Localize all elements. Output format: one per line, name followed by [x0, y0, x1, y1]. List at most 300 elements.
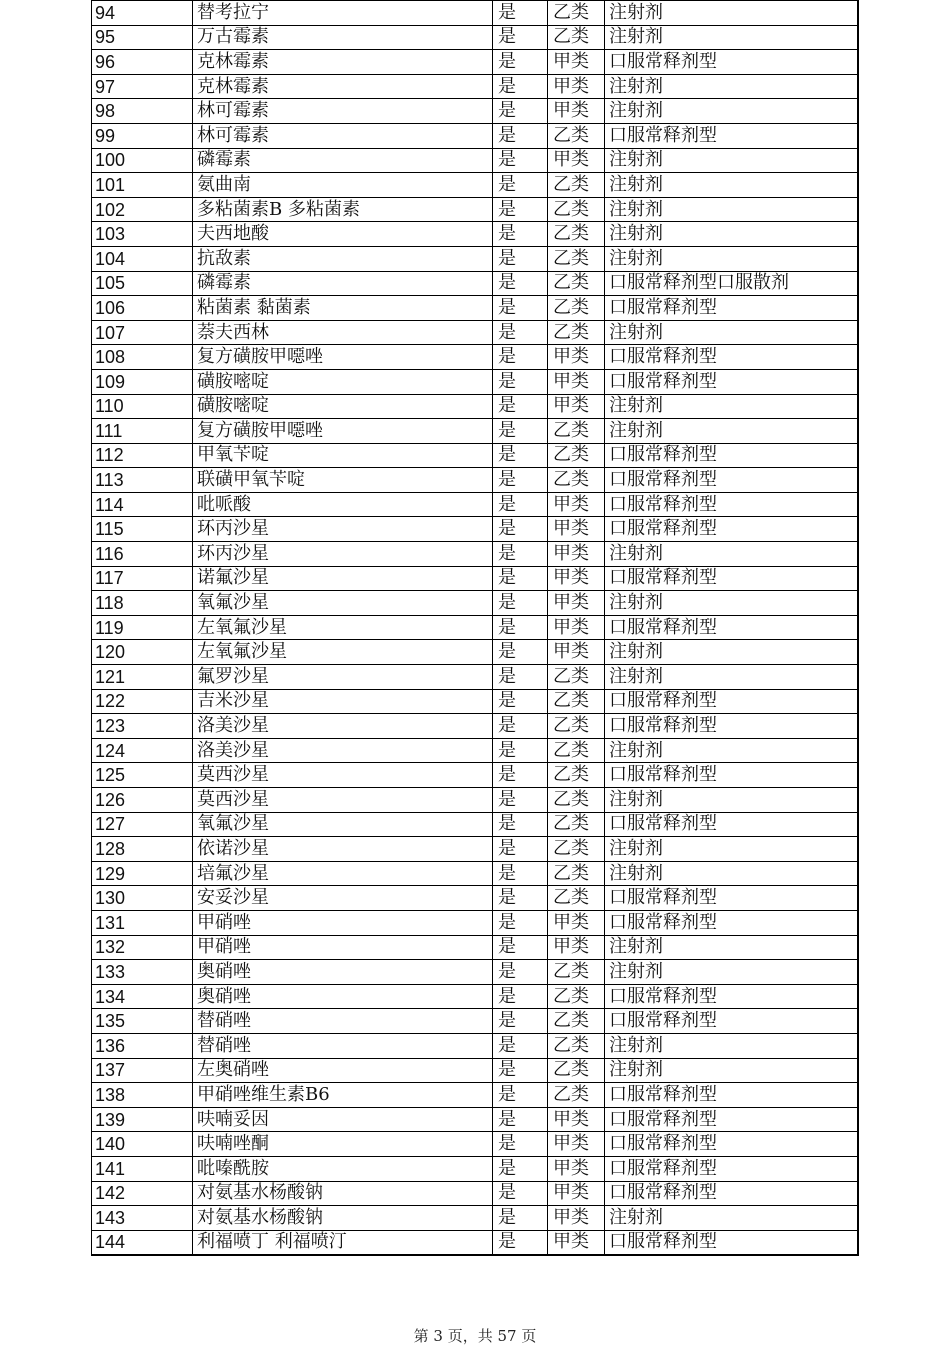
table-row — [92, 468, 858, 493]
drug-category-cell: 乙类 — [548, 861, 605, 886]
drug-name-cell: 甲硝唑维生素B6 — [193, 1083, 493, 1108]
drug-name-cell: 对氨基水杨酸钠 — [193, 1206, 493, 1231]
drug-category-cell: 乙类 — [548, 246, 605, 271]
row-number-cell: 115 — [92, 517, 193, 542]
row-number-cell: 112 — [92, 443, 193, 468]
insurance-flag-cell: 是 — [493, 74, 548, 99]
drug-name-cell: 林可霉素 — [193, 123, 493, 148]
table-row — [92, 296, 858, 321]
dosage-form-cell: 口服常释剂型 — [605, 1132, 858, 1157]
drug-name-cell: 复方磺胺甲噁唑 — [193, 345, 493, 370]
drug-name-cell: 替硝唑 — [193, 1033, 493, 1058]
table-row — [92, 615, 858, 640]
dosage-form-cell: 口服常释剂型 — [605, 1230, 858, 1255]
insurance-flag-cell: 是 — [493, 517, 548, 542]
drug-category-cell: 甲类 — [548, 369, 605, 394]
drug-category-cell: 乙类 — [548, 984, 605, 1009]
insurance-flag-cell: 是 — [493, 788, 548, 813]
dosage-form-cell: 注射剂 — [605, 1206, 858, 1231]
drug-category-cell: 乙类 — [548, 271, 605, 296]
drug-category-cell: 乙类 — [548, 665, 605, 690]
row-number-cell: 105 — [92, 271, 193, 296]
row-number-cell: 138 — [92, 1083, 193, 1108]
drug-name-cell: 依诺沙星 — [193, 837, 493, 862]
insurance-flag-cell: 是 — [493, 246, 548, 271]
table-row — [92, 148, 858, 173]
drug-name-cell: 磷霉素 — [193, 148, 493, 173]
table-row — [92, 419, 858, 444]
row-number-cell: 103 — [92, 222, 193, 247]
row-number-cell: 134 — [92, 984, 193, 1009]
insurance-flag-cell: 是 — [493, 984, 548, 1009]
table-row — [92, 173, 858, 198]
insurance-flag-cell: 是 — [493, 812, 548, 837]
dosage-form-cell: 口服常释剂型 — [605, 763, 858, 788]
row-number-cell: 108 — [92, 345, 193, 370]
insurance-flag-cell: 是 — [493, 25, 548, 50]
dosage-form-cell: 口服常释剂型 — [605, 566, 858, 591]
insurance-flag-cell: 是 — [493, 419, 548, 444]
row-number-cell: 113 — [92, 468, 193, 493]
insurance-flag-cell: 是 — [493, 886, 548, 911]
drug-name-cell: 粘菌素 黏菌素 — [193, 296, 493, 321]
dosage-form-cell: 口服常释剂型 — [605, 1083, 858, 1108]
table-row — [92, 271, 858, 296]
drug-category-cell: 乙类 — [548, 837, 605, 862]
insurance-flag-cell: 是 — [493, 1, 548, 26]
table-row — [92, 1156, 858, 1181]
row-number-cell: 102 — [92, 197, 193, 222]
row-number-cell: 143 — [92, 1206, 193, 1231]
drug-name-cell: 替硝唑 — [193, 1009, 493, 1034]
drug-category-cell: 甲类 — [548, 615, 605, 640]
row-number-cell: 106 — [92, 296, 193, 321]
dosage-form-cell: 口服常释剂型 — [605, 345, 858, 370]
drug-list-table — [91, 0, 859, 1256]
insurance-flag-cell: 是 — [493, 345, 548, 370]
dosage-form-cell: 口服常释剂型 — [605, 1181, 858, 1206]
insurance-flag-cell: 是 — [493, 861, 548, 886]
dosage-form-cell: 注射剂 — [605, 148, 858, 173]
table-row — [92, 665, 858, 690]
insurance-flag-cell: 是 — [493, 468, 548, 493]
dosage-form-cell: 口服常释剂型 — [605, 123, 858, 148]
drug-category-cell: 乙类 — [548, 197, 605, 222]
dosage-form-cell: 口服常释剂型 — [605, 1107, 858, 1132]
drug-name-cell: 吉米沙星 — [193, 689, 493, 714]
drug-name-cell: 洛美沙星 — [193, 738, 493, 763]
drug-name-cell: 莫西沙星 — [193, 788, 493, 813]
drug-category-cell: 乙类 — [548, 689, 605, 714]
table-row — [92, 861, 858, 886]
table-row — [92, 1132, 858, 1157]
row-number-cell: 133 — [92, 960, 193, 985]
table-row — [92, 345, 858, 370]
drug-category-cell: 乙类 — [548, 123, 605, 148]
dosage-form-cell: 注射剂 — [605, 837, 858, 862]
row-number-cell: 124 — [92, 738, 193, 763]
row-number-cell: 123 — [92, 714, 193, 739]
drug-category-cell: 乙类 — [548, 222, 605, 247]
insurance-flag-cell: 是 — [493, 1033, 548, 1058]
drug-category-cell: 甲类 — [548, 99, 605, 124]
row-number-cell: 109 — [92, 369, 193, 394]
dosage-form-cell: 注射剂 — [605, 640, 858, 665]
row-number-cell: 132 — [92, 935, 193, 960]
row-number-cell: 140 — [92, 1132, 193, 1157]
insurance-flag-cell: 是 — [493, 566, 548, 591]
dosage-form-cell: 注射剂 — [605, 320, 858, 345]
table-row — [92, 1, 858, 26]
dosage-form-cell: 注射剂 — [605, 1058, 858, 1083]
dosage-form-cell: 注射剂 — [605, 173, 858, 198]
drug-category-cell: 乙类 — [548, 173, 605, 198]
insurance-flag-cell: 是 — [493, 837, 548, 862]
drug-category-cell: 乙类 — [548, 960, 605, 985]
table-row — [92, 910, 858, 935]
row-number-cell: 137 — [92, 1058, 193, 1083]
insurance-flag-cell: 是 — [493, 689, 548, 714]
insurance-flag-cell: 是 — [493, 1058, 548, 1083]
table-row — [92, 50, 858, 75]
table-row — [92, 246, 858, 271]
drug-category-cell: 甲类 — [548, 148, 605, 173]
insurance-flag-cell: 是 — [493, 1009, 548, 1034]
insurance-flag-cell: 是 — [493, 123, 548, 148]
table-row — [92, 1181, 858, 1206]
dosage-form-cell: 注射剂 — [605, 25, 858, 50]
dosage-form-cell: 注射剂 — [605, 788, 858, 813]
drug-name-cell: 左氧氟沙星 — [193, 640, 493, 665]
drug-category-cell: 乙类 — [548, 763, 605, 788]
insurance-flag-cell: 是 — [493, 296, 548, 321]
dosage-form-cell: 口服常释剂型 — [605, 615, 858, 640]
drug-category-cell: 甲类 — [548, 492, 605, 517]
dosage-form-cell: 口服常释剂型 — [605, 468, 858, 493]
table-row — [92, 394, 858, 419]
drug-category-cell: 甲类 — [548, 640, 605, 665]
drug-name-cell: 克林霉素 — [193, 74, 493, 99]
insurance-flag-cell: 是 — [493, 738, 548, 763]
drug-category-cell: 甲类 — [548, 50, 605, 75]
drug-name-cell: 磺胺嘧啶 — [193, 369, 493, 394]
drug-name-cell: 氧氟沙星 — [193, 812, 493, 837]
dosage-form-cell: 注射剂 — [605, 935, 858, 960]
dosage-form-cell: 口服常释剂型 — [605, 443, 858, 468]
drug-name-cell: 氧氟沙星 — [193, 591, 493, 616]
drug-name-cell: 吡嗪酰胺 — [193, 1156, 493, 1181]
table-row — [92, 1033, 858, 1058]
table-row — [92, 1206, 858, 1231]
drug-name-cell: 夫西地酸 — [193, 222, 493, 247]
drug-category-cell: 乙类 — [548, 1, 605, 26]
row-number-cell: 126 — [92, 788, 193, 813]
dosage-form-cell: 口服常释剂型 — [605, 714, 858, 739]
drug-name-cell: 甲硝唑 — [193, 910, 493, 935]
insurance-flag-cell: 是 — [493, 394, 548, 419]
insurance-flag-cell: 是 — [493, 615, 548, 640]
insurance-flag-cell: 是 — [493, 492, 548, 517]
drug-category-cell: 甲类 — [548, 1181, 605, 1206]
drug-category-cell: 乙类 — [548, 1009, 605, 1034]
row-number-cell: 131 — [92, 910, 193, 935]
drug-name-cell: 环丙沙星 — [193, 542, 493, 567]
insurance-flag-cell: 是 — [493, 1156, 548, 1181]
table-row — [92, 763, 858, 788]
insurance-flag-cell: 是 — [493, 714, 548, 739]
table-row — [92, 123, 858, 148]
drug-category-cell: 甲类 — [548, 394, 605, 419]
row-number-cell: 128 — [92, 837, 193, 862]
insurance-flag-cell: 是 — [493, 1206, 548, 1231]
drug-category-cell: 甲类 — [548, 542, 605, 567]
table-row — [92, 369, 858, 394]
drug-category-cell: 乙类 — [548, 468, 605, 493]
insurance-flag-cell: 是 — [493, 910, 548, 935]
row-number-cell: 97 — [92, 74, 193, 99]
drug-category-cell: 乙类 — [548, 714, 605, 739]
row-number-cell: 116 — [92, 542, 193, 567]
row-number-cell: 119 — [92, 615, 193, 640]
drug-name-cell: 左奥硝唑 — [193, 1058, 493, 1083]
row-number-cell: 129 — [92, 861, 193, 886]
dosage-form-cell: 口服常释剂型 — [605, 296, 858, 321]
drug-category-cell: 乙类 — [548, 320, 605, 345]
drug-name-cell: 甲硝唑 — [193, 935, 493, 960]
row-number-cell: 110 — [92, 394, 193, 419]
dosage-form-cell: 口服常释剂型 — [605, 369, 858, 394]
dosage-form-cell: 注射剂 — [605, 591, 858, 616]
dosage-form-cell: 口服常释剂型 — [605, 689, 858, 714]
table-row — [92, 1083, 858, 1108]
drug-name-cell: 呋喃唑酮 — [193, 1132, 493, 1157]
row-number-cell: 141 — [92, 1156, 193, 1181]
insurance-flag-cell: 是 — [493, 665, 548, 690]
dosage-form-cell: 口服常释剂型 — [605, 812, 858, 837]
table-row — [92, 542, 858, 567]
row-number-cell: 121 — [92, 665, 193, 690]
drug-name-cell: 氟罗沙星 — [193, 665, 493, 690]
row-number-cell: 107 — [92, 320, 193, 345]
drug-category-cell: 乙类 — [548, 25, 605, 50]
table-body — [92, 1, 858, 1256]
drug-category-cell: 乙类 — [548, 812, 605, 837]
row-number-cell: 130 — [92, 886, 193, 911]
drug-name-cell: 万古霉素 — [193, 25, 493, 50]
table-row — [92, 935, 858, 960]
table-row — [92, 640, 858, 665]
insurance-flag-cell: 是 — [493, 935, 548, 960]
row-number-cell: 135 — [92, 1009, 193, 1034]
table-row — [92, 1230, 858, 1255]
drug-category-cell: 甲类 — [548, 1156, 605, 1181]
dosage-form-cell: 注射剂 — [605, 542, 858, 567]
drug-name-cell: 克林霉素 — [193, 50, 493, 75]
dosage-form-cell: 注射剂 — [605, 394, 858, 419]
table-row — [92, 788, 858, 813]
table-row — [92, 74, 858, 99]
insurance-flag-cell: 是 — [493, 960, 548, 985]
insurance-flag-cell: 是 — [493, 443, 548, 468]
dosage-form-cell: 注射剂 — [605, 99, 858, 124]
row-number-cell: 117 — [92, 566, 193, 591]
dosage-form-cell: 口服常释剂型 — [605, 492, 858, 517]
row-number-cell: 104 — [92, 246, 193, 271]
drug-name-cell: 诺氟沙星 — [193, 566, 493, 591]
dosage-form-cell: 注射剂 — [605, 861, 858, 886]
table-row — [92, 25, 858, 50]
drug-category-cell: 甲类 — [548, 345, 605, 370]
page-footer: 第 3 页，共 57 页 — [413, 1327, 537, 1345]
table-row — [92, 960, 858, 985]
dosage-form-cell: 注射剂 — [605, 665, 858, 690]
dosage-form-cell: 注射剂 — [605, 1, 858, 26]
drug-category-cell: 乙类 — [548, 788, 605, 813]
insurance-flag-cell: 是 — [493, 591, 548, 616]
drug-name-cell: 多粘菌素B 多粘菌素 — [193, 197, 493, 222]
drug-category-cell: 甲类 — [548, 591, 605, 616]
drug-name-cell: 环丙沙星 — [193, 517, 493, 542]
table-row — [92, 222, 858, 247]
row-number-cell: 144 — [92, 1230, 193, 1255]
row-number-cell: 101 — [92, 173, 193, 198]
drug-name-cell: 奥硝唑 — [193, 984, 493, 1009]
insurance-flag-cell: 是 — [493, 148, 548, 173]
drug-name-cell: 左氧氟沙星 — [193, 615, 493, 640]
drug-name-cell: 林可霉素 — [193, 99, 493, 124]
drug-name-cell: 复方磺胺甲噁唑 — [193, 419, 493, 444]
drug-category-cell: 甲类 — [548, 1107, 605, 1132]
insurance-flag-cell: 是 — [493, 50, 548, 75]
drug-category-cell: 乙类 — [548, 1083, 605, 1108]
drug-name-cell: 培氟沙星 — [193, 861, 493, 886]
row-number-cell: 111 — [92, 419, 193, 444]
table-row — [92, 886, 858, 911]
dosage-form-cell: 口服常释剂型 — [605, 984, 858, 1009]
dosage-form-cell: 注射剂 — [605, 222, 858, 247]
drug-category-cell: 乙类 — [548, 738, 605, 763]
insurance-flag-cell: 是 — [493, 1107, 548, 1132]
row-number-cell: 122 — [92, 689, 193, 714]
table-row — [92, 443, 858, 468]
dosage-form-cell: 口服常释剂型 — [605, 910, 858, 935]
drug-name-cell: 磺胺嘧啶 — [193, 394, 493, 419]
row-number-cell: 125 — [92, 763, 193, 788]
insurance-flag-cell: 是 — [493, 197, 548, 222]
insurance-flag-cell: 是 — [493, 99, 548, 124]
drug-name-cell: 抗敌素 — [193, 246, 493, 271]
row-number-cell: 114 — [92, 492, 193, 517]
drug-name-cell: 甲氧苄啶 — [193, 443, 493, 468]
table-row — [92, 714, 858, 739]
dosage-form-cell: 注射剂 — [605, 74, 858, 99]
row-number-cell: 142 — [92, 1181, 193, 1206]
drug-category-cell: 甲类 — [548, 566, 605, 591]
drug-name-cell: 利福喷丁 利福喷汀 — [193, 1230, 493, 1255]
row-number-cell: 99 — [92, 123, 193, 148]
table-row — [92, 99, 858, 124]
insurance-flag-cell: 是 — [493, 271, 548, 296]
dosage-form-cell: 注射剂 — [605, 246, 858, 271]
row-number-cell: 136 — [92, 1033, 193, 1058]
table-row — [92, 1058, 858, 1083]
dosage-form-cell: 口服常释剂型 — [605, 1156, 858, 1181]
dosage-form-cell: 口服常释剂型口服散剂 — [605, 271, 858, 296]
drug-category-cell: 乙类 — [548, 296, 605, 321]
drug-category-cell: 甲类 — [548, 74, 605, 99]
dosage-form-cell: 注射剂 — [605, 738, 858, 763]
drug-name-cell: 替考拉宁 — [193, 1, 493, 26]
drug-category-cell: 乙类 — [548, 886, 605, 911]
dosage-form-cell: 注射剂 — [605, 197, 858, 222]
table-row — [92, 566, 858, 591]
table-row — [92, 812, 858, 837]
table-row — [92, 984, 858, 1009]
table-row — [92, 689, 858, 714]
dosage-form-cell: 注射剂 — [605, 960, 858, 985]
insurance-flag-cell: 是 — [493, 1083, 548, 1108]
drug-category-cell: 乙类 — [548, 1033, 605, 1058]
row-number-cell: 94 — [92, 1, 193, 26]
dosage-form-cell: 口服常释剂型 — [605, 1009, 858, 1034]
drug-category-cell: 乙类 — [548, 443, 605, 468]
dosage-form-cell: 注射剂 — [605, 419, 858, 444]
drug-name-cell: 莫西沙星 — [193, 763, 493, 788]
drug-category-cell: 乙类 — [548, 419, 605, 444]
drug-name-cell: 对氨基水杨酸钠 — [193, 1181, 493, 1206]
insurance-flag-cell: 是 — [493, 542, 548, 567]
row-number-cell: 118 — [92, 591, 193, 616]
dosage-form-cell: 注射剂 — [605, 1033, 858, 1058]
drug-category-cell: 甲类 — [548, 1206, 605, 1231]
row-number-cell: 120 — [92, 640, 193, 665]
drug-name-cell: 磷霉素 — [193, 271, 493, 296]
drug-name-cell: 吡哌酸 — [193, 492, 493, 517]
insurance-flag-cell: 是 — [493, 173, 548, 198]
row-number-cell: 98 — [92, 99, 193, 124]
insurance-flag-cell: 是 — [493, 640, 548, 665]
drug-category-cell: 乙类 — [548, 1058, 605, 1083]
row-number-cell: 139 — [92, 1107, 193, 1132]
table-row — [92, 1009, 858, 1034]
drug-category-cell: 甲类 — [548, 1230, 605, 1255]
insurance-flag-cell: 是 — [493, 320, 548, 345]
row-number-cell: 96 — [92, 50, 193, 75]
dosage-form-cell: 口服常释剂型 — [605, 50, 858, 75]
table-row — [92, 837, 858, 862]
row-number-cell: 127 — [92, 812, 193, 837]
row-number-cell: 95 — [92, 25, 193, 50]
table-row — [92, 492, 858, 517]
drug-name-cell: 安妥沙星 — [193, 886, 493, 911]
table-row — [92, 197, 858, 222]
dosage-form-cell: 口服常释剂型 — [605, 886, 858, 911]
dosage-form-cell: 口服常释剂型 — [605, 517, 858, 542]
drug-category-cell: 甲类 — [548, 935, 605, 960]
insurance-flag-cell: 是 — [493, 1132, 548, 1157]
insurance-flag-cell: 是 — [493, 1230, 548, 1255]
table-row — [92, 1107, 858, 1132]
table-row — [92, 738, 858, 763]
insurance-flag-cell: 是 — [493, 369, 548, 394]
insurance-flag-cell: 是 — [493, 222, 548, 247]
table-row — [92, 591, 858, 616]
row-number-cell: 100 — [92, 148, 193, 173]
drug-category-cell: 甲类 — [548, 517, 605, 542]
table-row — [92, 517, 858, 542]
drug-category-cell: 甲类 — [548, 910, 605, 935]
drug-name-cell: 奥硝唑 — [193, 960, 493, 985]
